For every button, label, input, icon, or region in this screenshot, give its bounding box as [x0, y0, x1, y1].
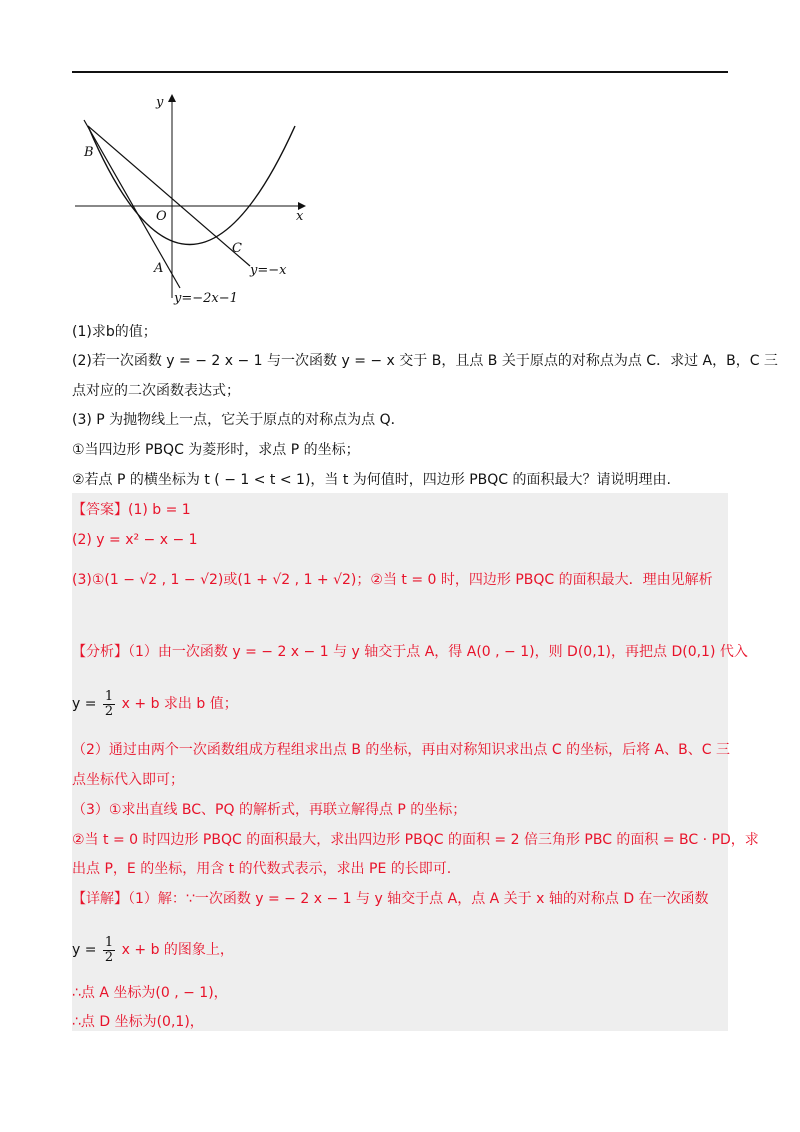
fraction-numerator: 1 [104, 688, 114, 704]
detail-line-1 [72, 889, 709, 909]
question-3: (3) P 为抛物线上一点，它关于原点的对称点为点 Q． [72, 412, 405, 428]
axis-label-y: y [156, 95, 164, 110]
detail-tag: 【详解】 [72, 891, 128, 907]
question-3-part-2: ②若点 P 的横坐标为 t ( − 1 < t < 1)，当 t 为何值时，四边形 PBQC 的面积最大？请说明理由. [72, 472, 671, 488]
fraction-one-half-2 [103, 936, 115, 965]
analysis-text-4b: 出点 P，E 的坐标，用含 t 的代数式表示，求出 PE 的长即可. [72, 861, 452, 877]
fraction-one-half [103, 690, 115, 719]
point-label-b: B [84, 145, 94, 160]
top-rule [72, 71, 728, 73]
line-y-neg-x [88, 126, 250, 266]
fraction-denominator: 2 [104, 703, 114, 719]
answer-tag: 【答案】 [72, 502, 128, 518]
fraction-denominator-2: 2 [104, 949, 114, 965]
detail-text-2: x + b 的图象上， [121, 942, 234, 958]
answer-line-1 [72, 500, 191, 520]
detail-line-2 [72, 934, 234, 966]
question-2-line-1: (2)若一次函数 y = − 2 x − 1 与一次函数 y = − x 交于 B，且点 B 关于原点的对称点为点 C．求过 A，B，C 三 [72, 353, 778, 369]
line-label-y-neg-2x-minus-1: y=−2x−1 [174, 291, 238, 306]
line-y-neg-2x-minus-1 [84, 120, 180, 288]
analysis-text-3: （3）①求出直线 BC、PQ 的解析式，再联立解得点 P 的坐标； [72, 802, 467, 818]
fraction-numerator-2: 1 [104, 934, 114, 950]
analysis-line-2 [72, 688, 238, 720]
answer-3: (3)①(1 − √2 , 1 − √2)或(1 + √2 , 1 + √2)；②当 t = 0 时，四边形 PBQC 的面积最大．理由见解析 [72, 572, 713, 588]
answer-2: (2) y = x² − x − 1 [72, 532, 198, 548]
analysis-y-equals: y = [72, 696, 97, 712]
question-2-line-2: 点对应的二次函数表达式； [72, 383, 240, 399]
question-3-part-1: ①当四边形 PBQC 为菱形时，求点 P 的坐标； [72, 442, 360, 458]
function-graph [70, 88, 320, 308]
question-1: (1)求b的值； [72, 324, 157, 340]
point-label-a: A [154, 261, 164, 276]
analysis-text-2a: （2）通过由两个一次函数组成方程组求出点 B 的坐标，再由对称知识求出点 C 的坐标，后将 A、B、C 三 [72, 742, 730, 758]
y-axis-arrow [168, 94, 176, 102]
detail-text-4: ∴点 D 坐标为(0,1)， [72, 1014, 204, 1030]
analysis-text-1: （1）由一次函数 y = − 2 x − 1 与 y 轴交于点 A，得 A(0 , − 1)，则 D(0,1)，再把点 D(0,1) 代入 [128, 644, 748, 660]
axis-label-x: x [296, 209, 304, 224]
line-label-y-neg-x: y=−x [250, 263, 287, 278]
analysis-text-2b: 点坐标代入即可； [72, 772, 184, 788]
analysis-text-1b: x + b 求出 b 值； [121, 696, 238, 712]
detail-text-3: ∴点 A 坐标为(0 , − 1)， [72, 985, 228, 1001]
detail-y-equals: y = [72, 942, 97, 958]
parabola-curve [88, 126, 295, 245]
detail-text-1: （1）解：∵一次函数 y = − 2 x − 1 与 y 轴交于点 A，点 A 关于 x 轴的对称点 D 在一次函数 [128, 891, 709, 907]
analysis-tag: 【分析】 [72, 644, 128, 660]
answer-1: (1) b = 1 [128, 502, 191, 518]
analysis-line-1 [72, 642, 748, 662]
origin-label: O [156, 209, 167, 224]
analysis-text-4a: ②当 t = 0 时四边形 PBQC 的面积最大，求出四边形 PBQC 的面积 = 2 倍三角形 PBC 的面积 = BC · PD，求 [72, 832, 759, 848]
point-label-c: C [232, 241, 242, 256]
